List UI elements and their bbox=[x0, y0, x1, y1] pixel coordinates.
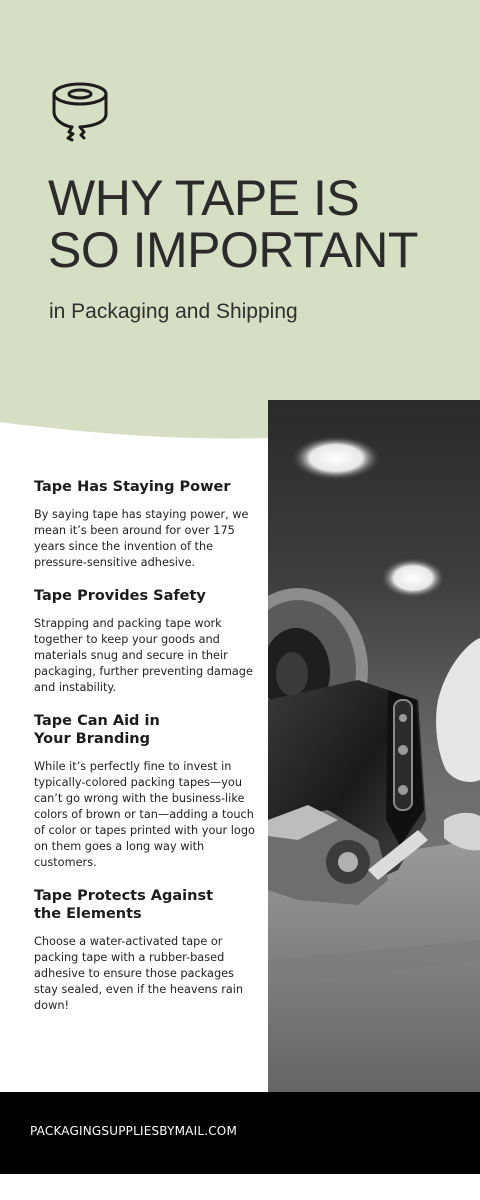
section-body: While it’s perfectly fine to invest in typically-colored packing tapes—you can’t go wrong with the business-like colors of brown or tan—adding a touch of color or tapes printed with your logo on them goes a long way with customers. bbox=[34, 760, 255, 869]
section-heading: Tape Protects Against the Elements bbox=[34, 888, 214, 922]
section-body: Choose a water-activated tape or packing tape with a rubber-based adhesive to ensure those packages stay sealed, even if the heavens rain down! bbox=[34, 935, 244, 1012]
section-body: By saying tape has staying power, we mean it’s been around for over 175 years since the invention of the pressure-sensitive adhesive. bbox=[34, 508, 249, 569]
section-heading: Tape Can Aid in Your Branding bbox=[34, 713, 160, 747]
page-subtitle: in Packaging and Shipping bbox=[49, 300, 298, 323]
content-column bbox=[34, 478, 256, 1030]
footer-website-link[interactable]: PACKAGINGSUPPLIESBYMAIL.COM bbox=[30, 1124, 237, 1138]
title-line-1: WHY TAPE IS bbox=[48, 170, 360, 226]
section-heading: Tape Has Staying Power bbox=[34, 479, 231, 495]
tape-dispenser-photo bbox=[268, 400, 480, 1120]
page-title bbox=[48, 172, 468, 276]
section-body: Strapping and packing tape work together to keep your goods and materials snug and secure in their packaging, further preventing damage and instability. bbox=[34, 617, 253, 694]
tape-roll-icon bbox=[50, 80, 116, 142]
section-heading: Tape Provides Safety bbox=[34, 588, 206, 604]
section-branding bbox=[34, 712, 256, 871]
section-safety bbox=[34, 587, 256, 696]
section-elements bbox=[34, 887, 256, 1014]
section-staying-power bbox=[34, 478, 256, 571]
title-line-2: SO IMPORTANT bbox=[48, 222, 418, 278]
